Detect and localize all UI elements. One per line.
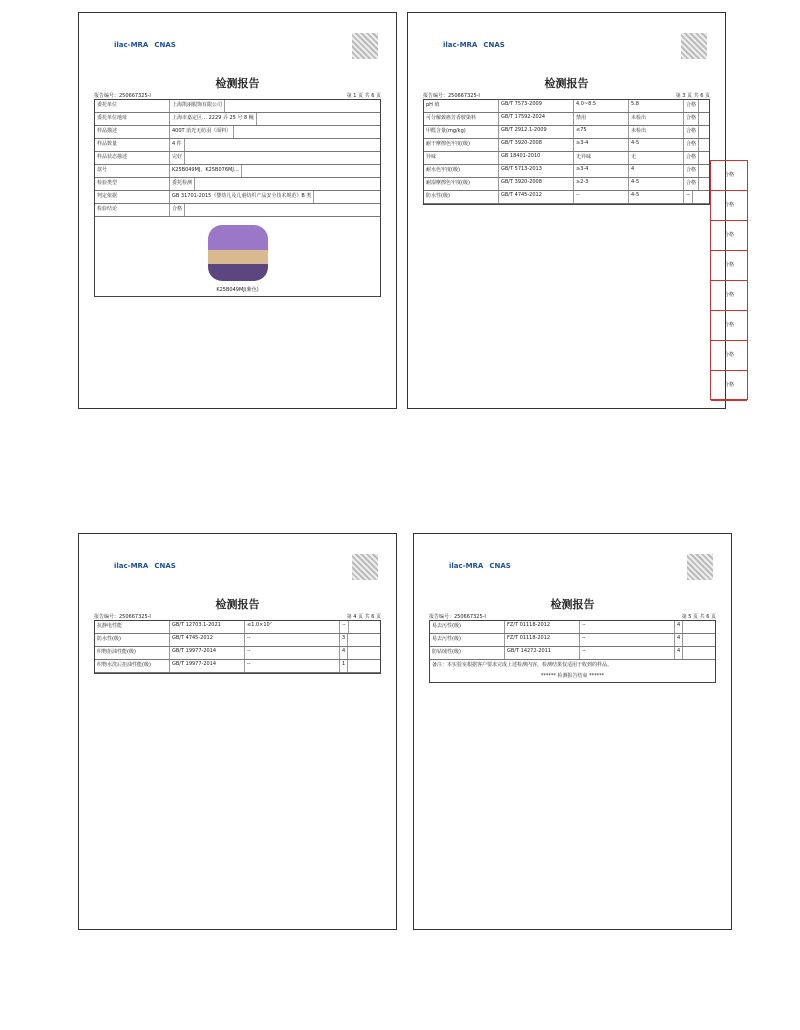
table-row: 防水性(级) GB/T 4745-2012 -- 3 bbox=[95, 634, 380, 647]
report-page-4 bbox=[78, 533, 397, 930]
page-number: 第 3 页 共 6 页 bbox=[675, 93, 710, 99]
qr-code bbox=[352, 33, 378, 59]
test-table bbox=[429, 620, 716, 683]
header-logos bbox=[114, 562, 176, 570]
table-row: 判定依据 GB 31701-2015《婴幼儿及儿童纺织产品安全技术规范》B 类 bbox=[95, 191, 380, 204]
table-row: 甲醛含量(mg/kg) GB/T 2912.1-2009 ≤75 未检出 合格 bbox=[424, 126, 709, 139]
table-row: 抗静电性能 GB/T 12703.1-2021 ≤1.0×10⁷ -- bbox=[95, 621, 380, 634]
header-logos bbox=[449, 562, 511, 570]
report-number: 报告编号：250667325-I bbox=[423, 93, 480, 99]
qr-code bbox=[681, 33, 707, 59]
table-row: 耐湿摩擦色牢度(级) GB/T 3920-2008 ≥2-3 4-5 合格 bbox=[424, 178, 709, 191]
table-row: 委托单位 上海凯丽服饰有限公司 bbox=[95, 100, 380, 113]
info-table bbox=[94, 99, 381, 297]
table-row: 耐水色牢度(级) GB/T 5713-2013 ≥3-4 4 合格 bbox=[424, 165, 709, 178]
cnas-logo: CNAS bbox=[483, 41, 505, 49]
report-page-3 bbox=[407, 12, 726, 409]
table-row: 检验结论 合格 bbox=[95, 204, 380, 217]
report-page-5 bbox=[413, 533, 732, 930]
table-row: 检验类型 委托检测 bbox=[95, 178, 380, 191]
table-row: 款号 K25B049MJ、K25B076MJ… bbox=[95, 165, 380, 178]
table-row: 耐干摩擦色牢度(级) GB/T 3920-2008 ≥3-4 4-5 合格 bbox=[424, 139, 709, 152]
ilac-logo: ilac-MRA bbox=[449, 562, 484, 570]
test-table bbox=[94, 620, 381, 674]
cnas-logo: CNAS bbox=[154, 41, 176, 49]
test-table bbox=[423, 99, 710, 205]
table-row: 易去污性(级) FZ/T 01118-2012 -- 4 bbox=[430, 621, 715, 634]
report-end: ****** 检测报告结束 ****** bbox=[540, 672, 605, 679]
report-number: 报告编号：250667325-I bbox=[429, 614, 486, 620]
table-row: 防水性(级) GB/T 4745-2012 -- 4-5 -- bbox=[424, 191, 709, 204]
qr-code bbox=[687, 554, 713, 580]
page-title: 检测报告 bbox=[550, 598, 595, 611]
table-row: 样品数量 4 件 bbox=[95, 139, 380, 152]
qr-code bbox=[352, 554, 378, 580]
page-number: 第 1 页 共 6 页 bbox=[346, 93, 381, 99]
table-row: 易去污性(级) FZ/T 01118-2012 -- 4 bbox=[430, 634, 715, 647]
pass-column: 合格 合格 合格 合格 合格 合格 合格 合格 bbox=[710, 160, 748, 400]
page-title: 检测报告 bbox=[544, 77, 589, 90]
table-row: 异味 GB 18401-2010 无异味 无 合格 bbox=[424, 152, 709, 165]
page-number: 第 5 页 共 6 页 bbox=[681, 614, 716, 620]
remarks: 备注：本实验室根据客户要求完成上述检测内容，检测结果仅适用于收到的样品。 bbox=[432, 662, 613, 668]
table-row: 样品状态描述 完好 bbox=[95, 152, 380, 165]
jacket-image bbox=[208, 225, 268, 281]
report-number: 报告编号：250667325-I bbox=[94, 93, 151, 99]
report-number: 报告编号：250667325-I bbox=[94, 614, 151, 620]
cnas-logo: CNAS bbox=[489, 562, 511, 570]
ilac-logo: ilac-MRA bbox=[443, 41, 478, 49]
header-logos bbox=[114, 41, 176, 49]
table-row: pH 值 GB/T 7573-2009 4.0~8.5 5.8 合格 bbox=[424, 100, 709, 113]
table-row: 织物水洗后拒油性能(级) GB/T 19977-2014 -- 1 bbox=[95, 660, 380, 673]
table-row: 可分解致癌芳香胺染料 GB/T 17592-2024 禁用 未检出 合格 bbox=[424, 113, 709, 126]
report-page-1 bbox=[78, 12, 397, 409]
table-row: 委托单位地址 上海市嘉定区… 2229 弄 25 号 8 幢 bbox=[95, 113, 380, 126]
table-row: 防钻绒性(级) GB/T 14272-2011 -- 4 bbox=[430, 647, 715, 660]
sample-photo: K25B049MJ(紫色) bbox=[95, 217, 380, 296]
table-row: 织物拒油性能(级) GB/T 19977-2014 -- 4 bbox=[95, 647, 380, 660]
page-title: 检测报告 bbox=[215, 598, 260, 611]
table-row: 样品描述 400T 消光无纺羽（面料） bbox=[95, 126, 380, 139]
ilac-logo: ilac-MRA bbox=[114, 562, 149, 570]
header-logos bbox=[443, 41, 505, 49]
cnas-logo: CNAS bbox=[154, 562, 176, 570]
page-title: 检测报告 bbox=[215, 77, 260, 90]
page-number: 第 4 页 共 6 页 bbox=[346, 614, 381, 620]
ilac-logo: ilac-MRA bbox=[114, 41, 149, 49]
